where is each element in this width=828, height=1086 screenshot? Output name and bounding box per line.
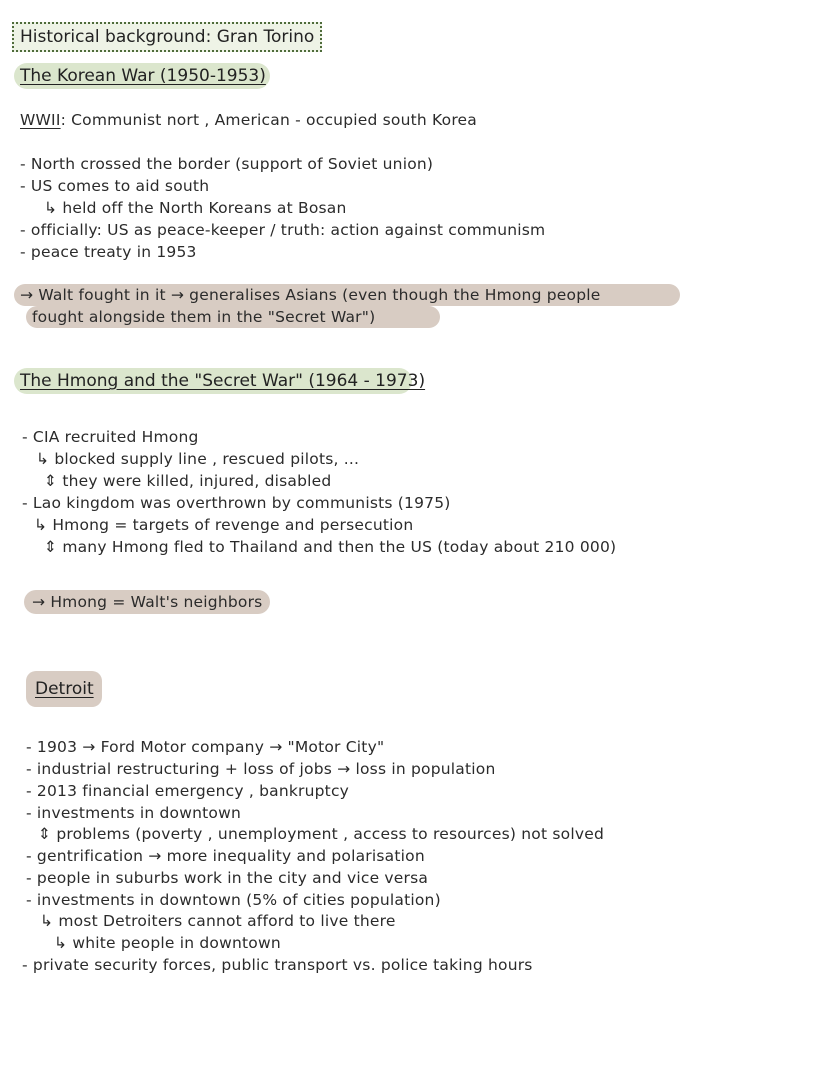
list-item: - investments in downtown (5% of cities population) <box>26 891 441 909</box>
wwii-text: : Communist nort , American - occupied south Korea <box>60 111 477 129</box>
list-item: ↳ most Detroiters cannot afford to live there <box>40 912 396 930</box>
wwii-line <box>20 110 477 130</box>
list-item: - private security forces, public transport vs. police taking hours <box>22 956 533 974</box>
list-item: - CIA recruited Hmong <box>22 428 199 446</box>
highlight-line: fought alongside them in the "Secret War") <box>32 308 376 326</box>
list-item: - North crossed the border (support of Soviet union) <box>20 155 434 173</box>
list-item: - Lao kingdom was overthrown by communists (1975) <box>22 494 451 512</box>
list-item: ↳ white people in downtown <box>54 934 281 952</box>
list-item: - officially: US as peace-keeper / truth: action against communism <box>20 221 546 239</box>
list-item: - peace treaty in 1953 <box>20 243 197 261</box>
detroit-heading: Detroit <box>35 679 94 699</box>
list-item: ↳ held off the North Koreans at Bosan <box>44 199 347 217</box>
list-item: ↳ Hmong = targets of revenge and persecution <box>34 516 414 534</box>
list-item: ⇕ many Hmong fled to Thailand and then the US (today about 210 000) <box>44 538 617 556</box>
wwii-label: WWII <box>20 111 61 129</box>
list-item: - US comes to aid south <box>20 177 210 195</box>
list-item: - 2013 financial emergency , bankruptcy <box>26 782 350 800</box>
list-item: - gentrification → more inequality and polarisation <box>26 847 425 865</box>
list-item: ↳ blocked supply line , rescued pilots, ... <box>36 450 360 468</box>
highlight-line: → Hmong = Walt's neighbors <box>32 593 263 611</box>
korean-war-heading: The Korean War (1950-1953) <box>20 66 266 86</box>
highlight-line: → Walt fought in it → generalises Asians (even though the Hmong people <box>20 286 601 304</box>
list-item: - people in suburbs work in the city and vice versa <box>26 869 429 887</box>
list-item: - 1903 → Ford Motor company → "Motor City" <box>26 738 385 756</box>
hmong-heading: The Hmong and the "Secret War" (1964 - 1973) <box>20 371 426 391</box>
list-item: ⇕ problems (poverty , unemployment , access to resources) not solved <box>38 825 604 843</box>
list-item: ⇕ they were killed, injured, disabled <box>44 472 332 490</box>
page-title: Historical background: Gran Torino <box>12 22 322 52</box>
list-item: - investments in downtown <box>26 804 241 822</box>
list-item: - industrial restructuring + loss of jobs → loss in population <box>26 760 496 778</box>
